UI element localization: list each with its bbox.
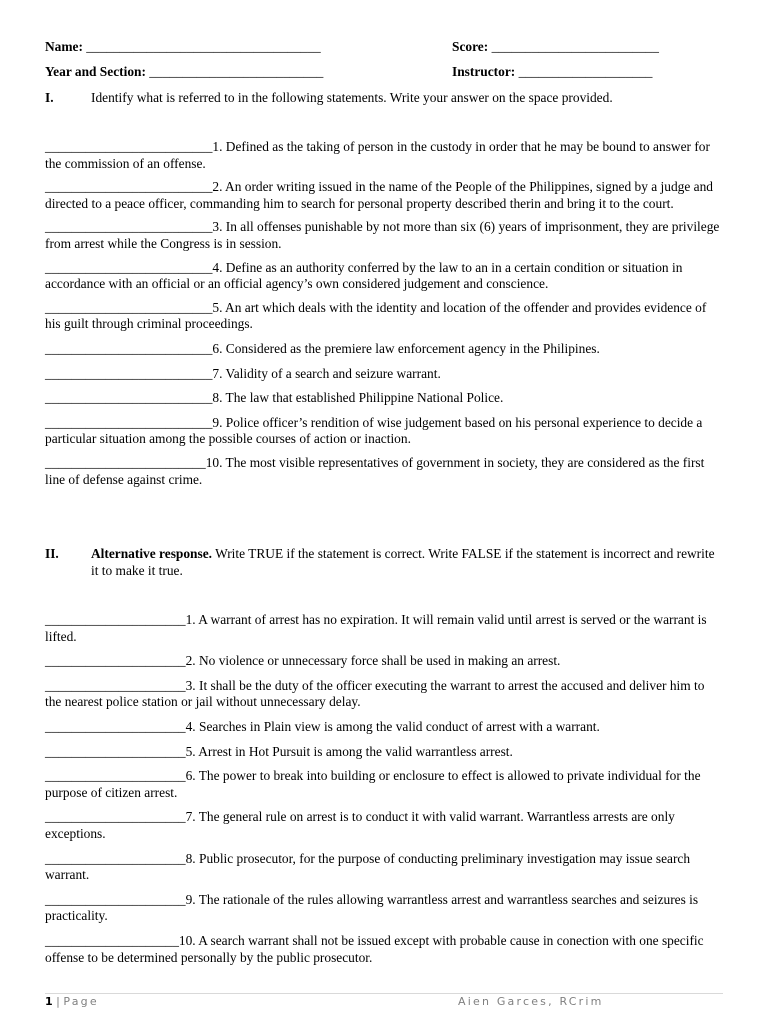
- section-1-item: _________________________2. An order writing issued in the name of the People of the Philippines, signed by a judge and directed to a peace officer, commanding him to search for personal property described therin and bring it to the court.: [45, 179, 713, 211]
- score-field: [452, 39, 659, 55]
- section-2-text: [91, 545, 723, 579]
- footer-separator: |: [52, 995, 64, 1008]
- footer-divider: [45, 993, 723, 994]
- section-2-item: _____________________4. Searches in Plain view is among the valid conduct of arrest with a warrant.: [45, 718, 600, 734]
- section-2-item: _____________________5. Arrest in Hot Pursuit is among the valid warrantless arrest.: [45, 743, 513, 759]
- section-1-number: I.: [45, 90, 54, 105]
- section-2-title: Alternative response.: [91, 546, 212, 561]
- section-1-item: _________________________8. The law that established Philippine National Police.: [45, 390, 504, 406]
- section-1-item: _________________________3. In all offenses punishable by not more than six (6) years of imprisonment, they are privilege from arrest while the Congress is in session.: [45, 219, 720, 251]
- section-2-items: [45, 612, 723, 966]
- page-footer: [45, 995, 99, 1008]
- section-2-item: ____________________10. A search warrant shall not be issued except with probable cause in conection with one specific offense to be determined personally by the public prosecutor.: [45, 932, 704, 965]
- section-1-heading: [45, 89, 723, 106]
- section-2-item: _____________________3. It shall be the duty of the officer executing the warrant to arrest the accused and deliver him to the nearest police station or jail without unnecessary delay.: [45, 677, 705, 710]
- section-2-item: _____________________2. No violence or unnecessary force shall be used in making an arrest.: [45, 653, 561, 669]
- name-field: [45, 39, 321, 55]
- section-2-instruction: Write TRUE if the statement is correct. Write FALSE if the statement is incorrect and rewrite it to make it true.: [91, 546, 715, 578]
- section-1-items: [45, 139, 723, 488]
- page-number: 1: [45, 995, 53, 1008]
- page-word: Page: [63, 995, 99, 1008]
- section-1-item: _________________________4. Define as an authority conferred by the law to an in a certain condition or situation in accordance with an official or an official agency’s own considered judgement and conscience.: [45, 259, 683, 292]
- section-2-item: _____________________1. A warrant of arrest has no expiration. It will remain valid until arrest is served or the warrant is lifted.: [45, 612, 707, 644]
- section-1-item: _________________________1. Defined as the taking of person in the custody in order that he may be bound to answer for the commission of an offense.: [45, 139, 710, 171]
- instructor-label: Instructor:: [452, 64, 516, 79]
- section-2-item: _____________________9. The rationale of the rules allowing warrantless arrest and warrantless searches and seizures is practicality.: [45, 891, 699, 924]
- instructor-blank: ____________________: [518, 64, 653, 79]
- section-1-item: _________________________9. Police officer’s rendition of wise judgement based on his personal experience to decide a particular situation among the possible courses of action or inaction.: [45, 414, 703, 447]
- name-blank: ___________________________________: [86, 39, 321, 54]
- year-section-blank: __________________________: [149, 64, 324, 79]
- name-label: Name:: [45, 39, 83, 54]
- section-1-item: _________________________5. An art which deals with the identity and location of the offender and provides evidence of his guilt through criminal proceedings.: [45, 299, 707, 332]
- section-2-item: _____________________7. The general rule on arrest is to conduct it with valid warrant. Warrantless arrests are only exceptions.: [45, 809, 675, 841]
- score-blank: _________________________: [491, 39, 659, 54]
- section-2-item: _____________________6. The power to break into building or enclosure to effect is allowed to private individual for the purpose of citizen arrest.: [45, 768, 701, 800]
- year-section-field: [45, 64, 323, 80]
- section-1-item: _________________________7. Validity of a search and seizure warrant.: [45, 365, 441, 381]
- section-2-item: _____________________8. Public prosecutor, for the purpose of conducting preliminary investigation may issue search warrant.: [45, 850, 691, 883]
- section-2-number: II.: [45, 546, 59, 561]
- instructor-field: [452, 64, 653, 80]
- score-label: Score:: [452, 39, 489, 54]
- section-2-heading: [45, 545, 723, 579]
- section-1-item: _________________________6. Considered as the premiere law enforcement agency in the Philipines.: [45, 340, 600, 356]
- section-1-item: ________________________10. The most visible representatives of government in society, they are considered as the first line of defense against crime.: [45, 454, 705, 487]
- section-1-instruction: Identify what is referred to in the following statements. Write your answer on the space provided.: [91, 90, 613, 105]
- year-section-label: Year and Section:: [45, 64, 146, 79]
- author-name: Aien Garces, RCrim: [458, 995, 604, 1008]
